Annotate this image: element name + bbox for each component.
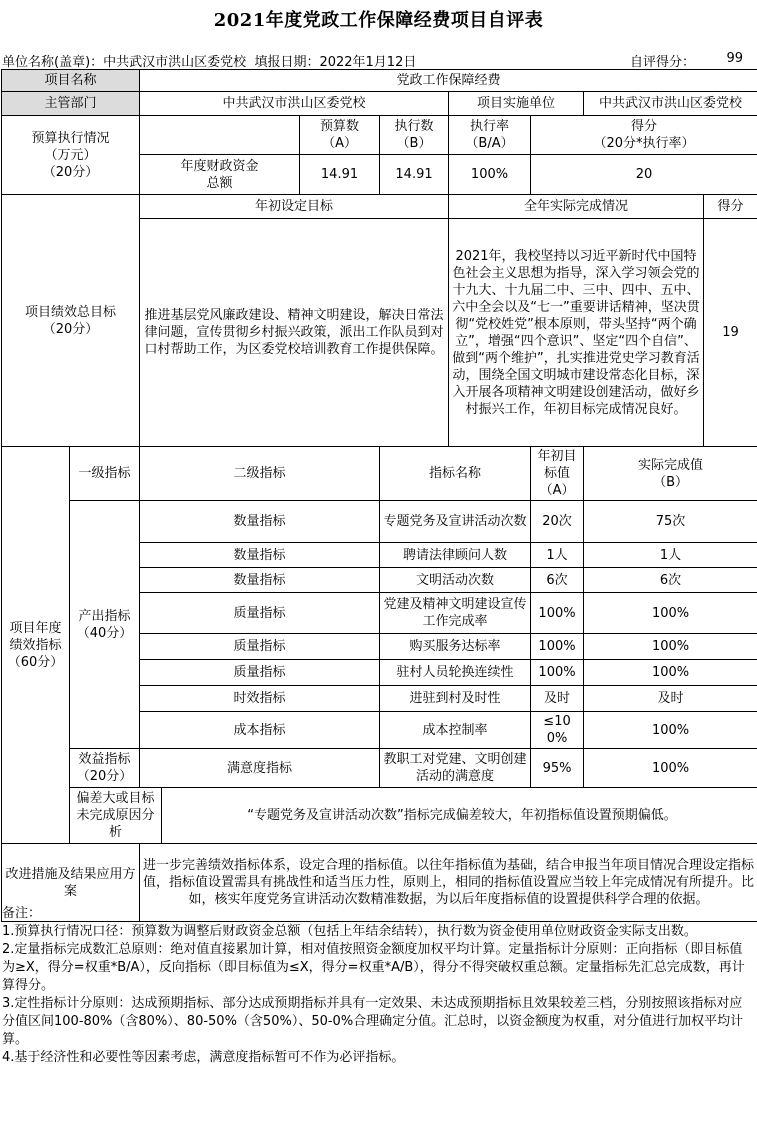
- table-row: [2, 501, 757, 543]
- row-indicator-name: 党建及精神文明建设宣传工作完成率: [380, 593, 531, 634]
- page-title: 2021年度党政工作保障经费项目自评表: [213, 10, 544, 31]
- row-target: 95%: [531, 749, 584, 788]
- row-indicator-name: 成本控制率: [380, 712, 531, 749]
- level2-header: 二级指标: [140, 447, 380, 501]
- table-row: [2, 749, 757, 788]
- initial-goal-text: 推进基层党风廉政建设、精神文明建设，解决日常法律问题，宣传贯彻乡村振兴政策，派出工作队员到对口村帮助工作，为区委党校培训教育工作提供保障。: [140, 219, 449, 447]
- self-score-value: 99: [726, 51, 743, 66]
- note-item: 4.基于经济性和必要性等因素考虑，满意度指标暂可不作为必评指标。: [2, 1050, 405, 1065]
- row-actual: 100%: [584, 712, 757, 749]
- target-header: 年初目标值 （A）: [531, 447, 584, 501]
- budget-score-value: 20: [531, 155, 757, 195]
- row-target: 100%: [531, 660, 584, 686]
- row-target: 及时: [531, 686, 584, 712]
- unit-value: 中共武汉市洪山区委党校: [103, 55, 247, 70]
- budget-value: 14.91: [300, 155, 380, 195]
- note-item: 1.预算执行情况口径：预算数为调整后财政资金总额（包括上年结余结转），执行数为资金使用单位财政资金实际支出数。: [2, 924, 697, 939]
- indicator-name-header: 指标名称: [380, 447, 531, 501]
- row-level2: 数量指标: [140, 568, 380, 593]
- benefit-indicator-label: 效益指标 （20分）: [70, 749, 140, 788]
- row-level2: 时效指标: [140, 686, 380, 712]
- score-label: 自评得分：: [630, 55, 696, 70]
- date-value: 2022年1月12日: [319, 55, 417, 70]
- actual-completion-header: 全年实际完成情况: [449, 195, 704, 219]
- row-target: 20次: [531, 501, 584, 543]
- row-actual: 100%: [584, 660, 757, 686]
- project-name-value: 党政工作保障经费: [140, 70, 757, 92]
- row-indicator-name: 进驻到村及时性: [380, 686, 531, 712]
- output-indicator-label: 产出指标 （40分）: [70, 501, 140, 749]
- rate-col-header: 执行率 （B/A）: [449, 116, 531, 155]
- dept-value: 中共武汉市洪山区委党校: [140, 92, 449, 116]
- row-level2: 质量指标: [140, 660, 380, 686]
- row-indicator-name: 购买服务达标率: [380, 634, 531, 660]
- budget-section-label: 预算执行情况 （万元） （20分）: [2, 116, 140, 195]
- row-target: 1人: [531, 543, 584, 568]
- unit-label: 单位名称(盖章)：: [2, 55, 104, 70]
- impl-unit-label: 项目实施单位: [449, 92, 584, 116]
- row-actual: 1人: [584, 543, 757, 568]
- fiscal-funds-label: 年度财政资金 总额: [140, 155, 300, 195]
- row-level2: 质量指标: [140, 634, 380, 660]
- budget-col-header: 预算数 （A）: [300, 116, 380, 155]
- initial-goal-header: 年初设定目标: [140, 195, 449, 219]
- notes-heading: 备注：: [2, 906, 42, 921]
- row-indicator-name: 教职工对党建、文明创建活动的满意度: [380, 749, 531, 788]
- actual-value-header: 实际完成值 （B）: [584, 447, 757, 501]
- actual-completion-text: 2021年，我校坚持以习近平新时代中国特色社会主义思想为指导，深入学习领会党的十九大、十九届二中、三中、四中、五中、六中全会以及“七一”重要讲话精神，坚决贯彻“党校姓党”根本原则，带头坚持“两个确立”，增强“四个意识”、坚定“四个自信”、做到“两个维护”，扎实推进党史学习教育活动，围绕全国文明城市建设常态化目标，深入开展各项精神文明建设创建活动，做好乡村振兴工作，年初目标完成情况良好。: [449, 219, 704, 447]
- row-indicator-name: 文明活动次数: [380, 568, 531, 593]
- row-target: 6次: [531, 568, 584, 593]
- exec-col-header: 执行数 （B）: [380, 116, 449, 155]
- row-actual: 75次: [584, 501, 757, 543]
- project-name-label: 项目名称: [2, 70, 140, 92]
- rate-value: 100%: [449, 155, 531, 195]
- row-indicator-name: 专题党务及宣讲活动次数: [380, 501, 531, 543]
- goal-section-label: 项目绩效总目标 （20分）: [2, 195, 140, 447]
- row-target: ≤100%: [531, 712, 584, 749]
- goal-score-header: 得分: [704, 195, 757, 219]
- row-target: 100%: [531, 593, 584, 634]
- row-level2: 数量指标: [140, 543, 380, 568]
- row-actual: 6次: [584, 568, 757, 593]
- exec-value: 14.91: [380, 155, 449, 195]
- indicators-section-label: 项目年度 绩效指标 （60分）: [2, 447, 70, 844]
- budget-blank-header: [140, 116, 300, 155]
- row-actual: 100%: [584, 634, 757, 660]
- unit-and-date: [2, 51, 416, 70]
- deviation-label: 偏差大或目标未完成原因分析: [70, 788, 162, 844]
- form-info-line: [2, 51, 755, 69]
- date-label: 填报日期：: [254, 55, 320, 70]
- row-level2: 满意度指标: [140, 749, 380, 788]
- note-item: 2.定量指标完成数汇总原则：绝对值直接累加计算，相对值按照资金额度加权平均计算。定量指标计分原则：正向指标（即目标值为≥X，得分=权重*B/A），反向指标（即目标值为≤X，得分=权重*A/B），得分不得突破权重总额。定量指标先汇总完成数，再计算得分。: [2, 942, 745, 993]
- row-target: 100%: [531, 634, 584, 660]
- row-level2: 质量指标: [140, 593, 380, 634]
- row-actual: 100%: [584, 749, 757, 788]
- row-actual: 及时: [584, 686, 757, 712]
- row-level2: 成本指标: [140, 712, 380, 749]
- evaluation-table: [1, 69, 757, 922]
- notes-section: [2, 905, 754, 1067]
- row-actual: 100%: [584, 593, 757, 634]
- level1-header: 一级指标: [70, 447, 140, 501]
- deviation-text: “专题党务及宣讲活动次数”指标完成偏差较大，年初指标值设置预期偏低。: [162, 788, 757, 844]
- row-level2: 数量指标: [140, 501, 380, 543]
- improvement-text: 进一步完善绩效指标体系，设定合理的指标值。以往年指标值为基础，结合申报当年项目情况合理设定指标值，指标值设置需具有挑战性和适当压力性，原则上，相同的指标值设置应当较上年完成情况有所提升。比如，核实年度党务宣讲活动次数精准数据，为以后年度指标值的设置提供科学合理的依据。: [140, 844, 757, 922]
- row-indicator-name: 聘请法律顾问人数: [380, 543, 531, 568]
- dept-label: 主管部门: [2, 92, 140, 116]
- row-indicator-name: 驻村人员轮换连续性: [380, 660, 531, 686]
- budget-score-col-header: 得分 （20分*执行率）: [531, 116, 757, 155]
- impl-unit-value: 中共武汉市洪山区委党校: [584, 92, 757, 116]
- improvement-label: 改进措施及结果应用方案: [2, 844, 140, 922]
- note-item: 3.定性指标计分原则：达成预期指标、部分达成预期指标并具有一定效果、未达成预期指标且效果较差三档，分别按照该指标对应分值区间100-80%（含80%）、80-50%（含50%）、50-0%合理确定分值。汇总时，以资金额度为权重，对分值进行加权平均计算。: [2, 996, 744, 1047]
- goal-score-value: 19: [704, 219, 757, 447]
